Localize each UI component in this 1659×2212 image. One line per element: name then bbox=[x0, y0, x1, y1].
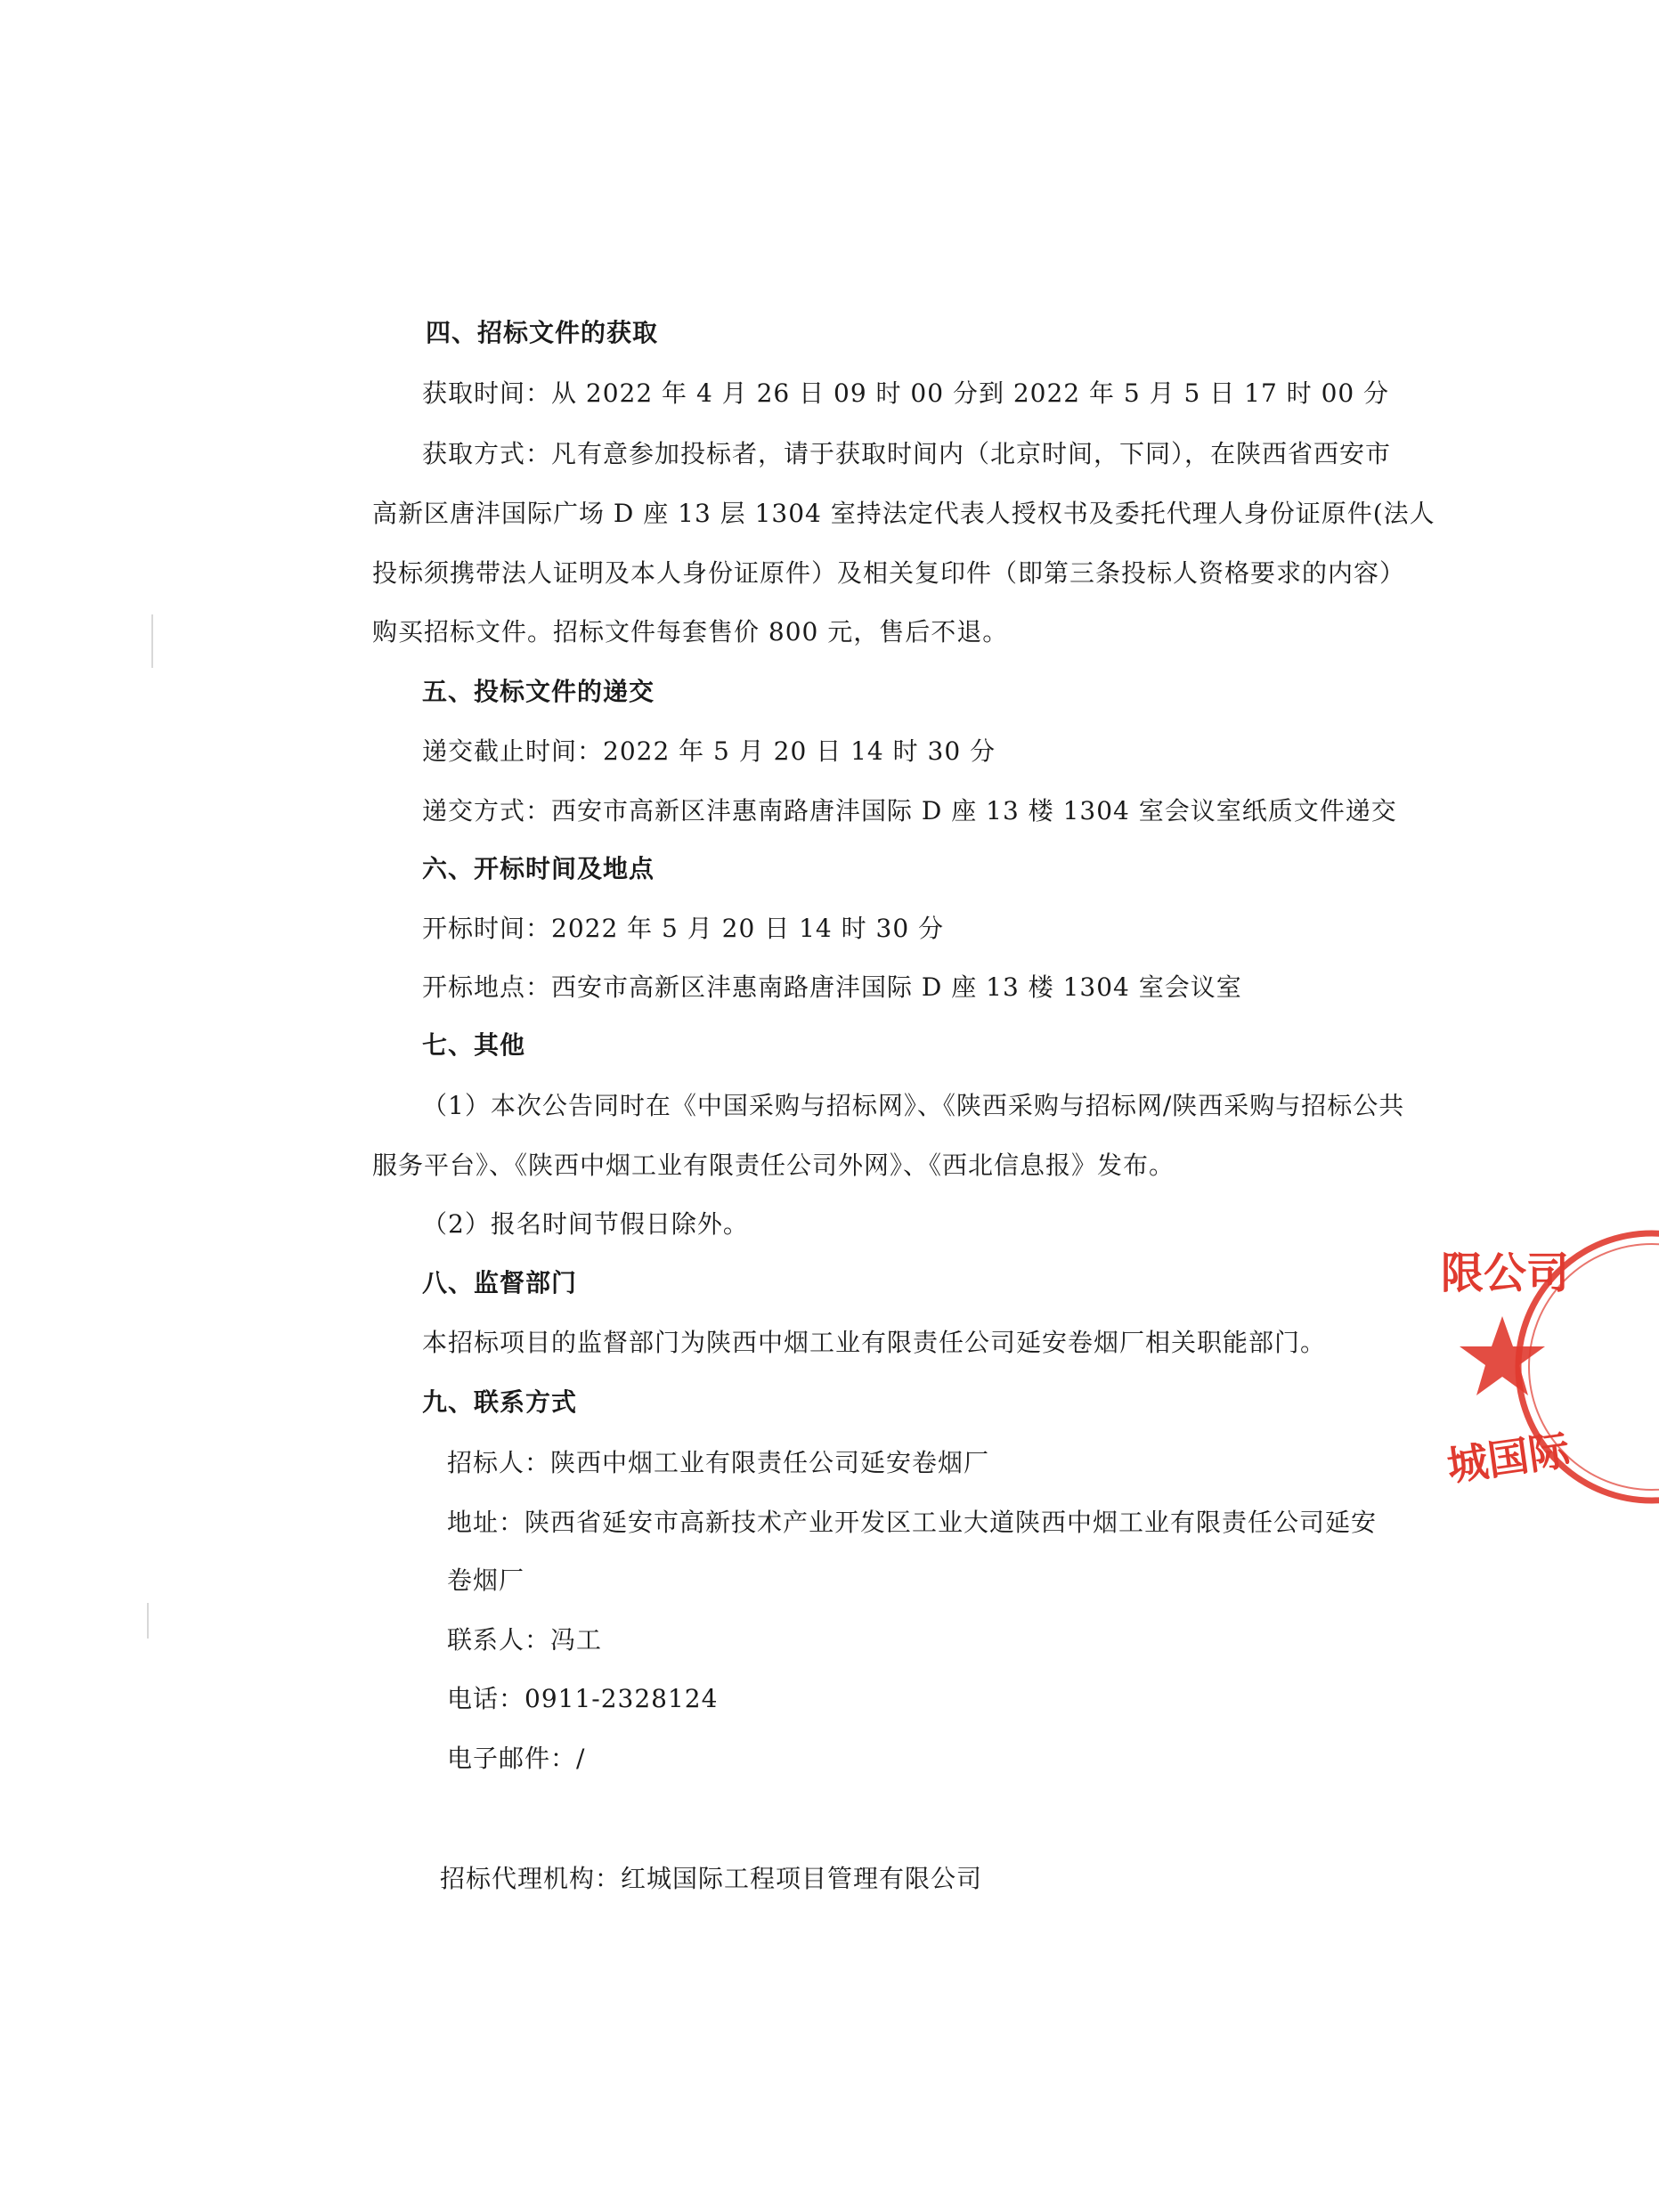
section-8-heading: 八、监督部门 bbox=[422, 1268, 578, 1297]
s5-method: 递交方式：西安市高新区沣惠南路唐沣国际 D 座 13 楼 1304 室会议室纸质文件递交 bbox=[422, 796, 1397, 825]
scan-mark bbox=[147, 1603, 149, 1639]
s9-agency: 招标代理机构：红城国际工程项目管理有限公司 bbox=[440, 1864, 983, 1893]
section-9-heading: 九、联系方式 bbox=[422, 1387, 578, 1417]
s7-item2: （2）报名时间节假日除外。 bbox=[422, 1209, 749, 1239]
section-7-heading: 七、其他 bbox=[422, 1030, 526, 1060]
s7-item1-line1: （1）本次公告同时在《中国采购与招标网》、《陕西采购与招标网/陕西采购与招标公共 bbox=[422, 1091, 1405, 1120]
scan-mark bbox=[151, 614, 153, 668]
company-seal bbox=[1438, 1220, 1659, 1514]
s6-time: 开标时间：2022 年 5 月 20 日 14 时 30 分 bbox=[422, 914, 945, 943]
s9-address-line1: 地址：陕西省延安市高新技术产业开发区工业大道陕西中烟工业有限责任公司延安 bbox=[447, 1508, 1378, 1537]
s4-time: 获取时间：从 2022 年 4 月 26 日 09 时 00 分到 2022 年 5 月 5 日 17 时 00 分 bbox=[422, 378, 1390, 408]
seal-bottom-text: 城国际 bbox=[1443, 1426, 1573, 1491]
s7-item1-line2: 服务平台》、《陕西中烟工业有限责任公司外网》、《西北信息报》发布。 bbox=[372, 1151, 1175, 1180]
seal-top-text: 限公司 bbox=[1441, 1248, 1570, 1298]
s9-address-line2: 卷烟厂 bbox=[447, 1565, 525, 1595]
s5-deadline: 递交截止时间：2022 年 5 月 20 日 14 时 30 分 bbox=[422, 736, 996, 766]
star-icon bbox=[1460, 1316, 1545, 1395]
section-6-heading: 六、开标时间及地点 bbox=[422, 854, 655, 883]
s4-method-line3: 投标须携带法人证明及本人身份证原件）及相关复印件（即第三条投标人资格要求的内容） bbox=[372, 558, 1406, 588]
section-4-heading: 四、招标文件的获取 bbox=[426, 318, 659, 347]
s9-email: 电子邮件：/ bbox=[447, 1744, 586, 1773]
section-5-heading: 五、投标文件的递交 bbox=[422, 677, 655, 706]
s6-place: 开标地点：西安市高新区沣惠南路唐沣国际 D 座 13 楼 1304 室会议室 bbox=[422, 972, 1242, 1002]
s4-method-line2: 高新区唐沣国际广场 D 座 13 层 1304 室持法定代表人授权书及委托代理人身份证原件(法人 bbox=[372, 499, 1435, 528]
s9-tenderer: 招标人：陕西中烟工业有限责任公司延安卷烟厂 bbox=[447, 1448, 990, 1477]
s9-contact: 联系人：冯工 bbox=[447, 1625, 603, 1655]
seal-graphic bbox=[1438, 1220, 1659, 1514]
s8-text: 本招标项目的监督部门为陕西中烟工业有限责任公司延安卷烟厂相关职能部门。 bbox=[422, 1328, 1327, 1357]
s9-phone: 电话：0911-2328124 bbox=[447, 1684, 719, 1713]
s4-method-line4: 购买招标文件。招标文件每套售价 800 元，售后不退。 bbox=[372, 617, 1009, 647]
s4-method-line1: 获取方式：凡有意参加投标者，请于获取时间内（北京时间，下同），在陕西省西安市 bbox=[422, 439, 1392, 468]
